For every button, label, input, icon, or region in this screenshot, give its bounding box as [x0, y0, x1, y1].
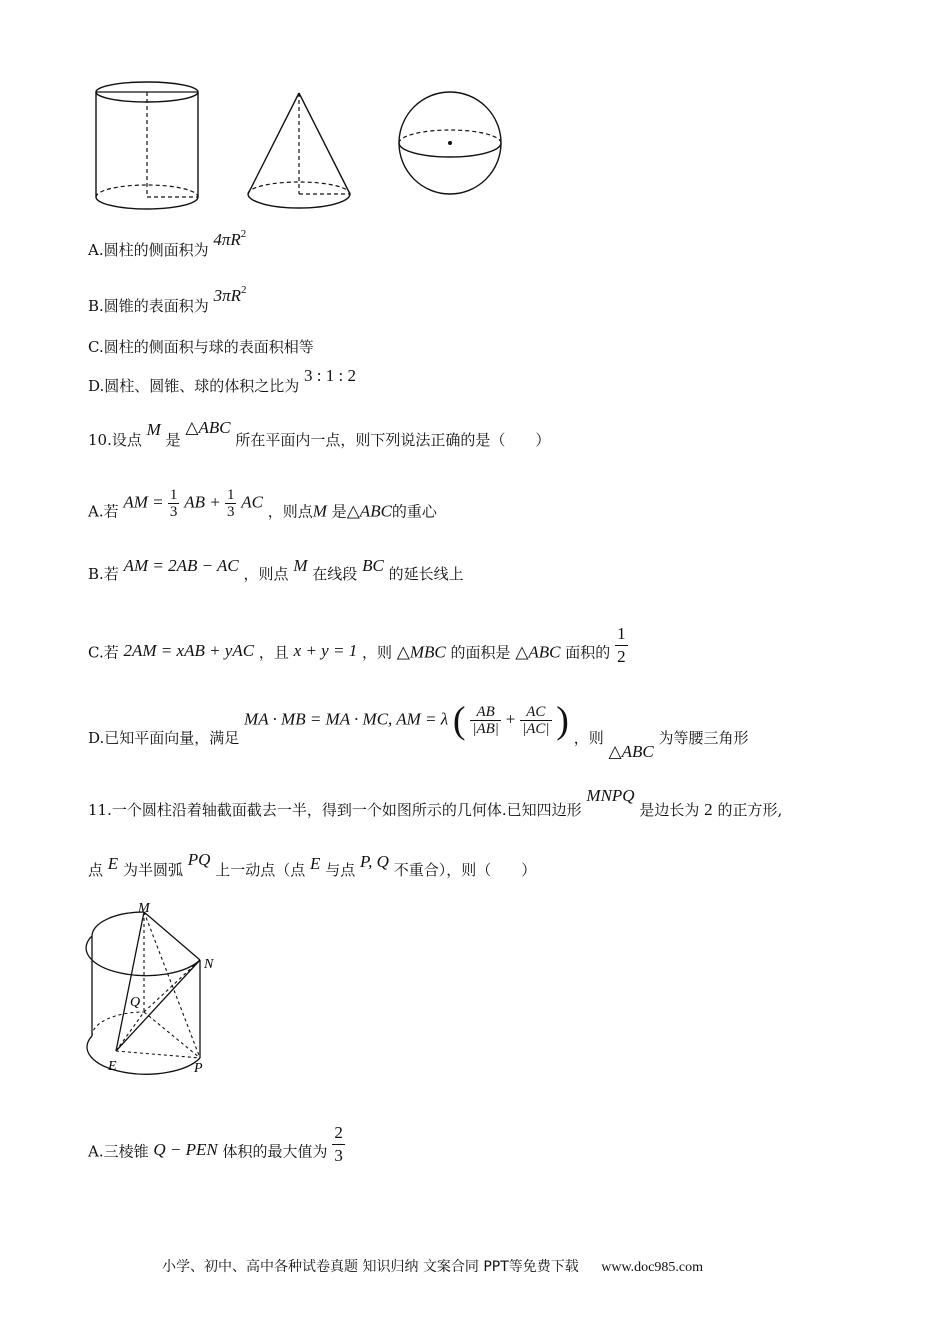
option-text: 为等腰三角形: [658, 728, 749, 747]
option-a-q11: [88, 1123, 345, 1175]
option-text: D.圆柱、圆锥、球的体积之比为: [88, 377, 300, 395]
math-triangle: △ABC: [608, 741, 654, 761]
math-triangle: △ABC: [515, 642, 561, 662]
question-11-stem: [88, 786, 783, 820]
label-n: N: [204, 957, 214, 972]
math-text: AC: [241, 492, 263, 512]
cylinder-figure: [90, 72, 205, 222]
fraction: $\frac{1}{2}$: [617, 624, 626, 666]
right-paren: ): [556, 699, 569, 742]
fraction: $\frac{1}{3}$: [169, 487, 178, 520]
option-text: 面积的: [565, 643, 611, 662]
math-text: AM = 2AB − AC: [123, 556, 239, 575]
label-e: E: [108, 1059, 117, 1074]
option-text: 体积的最大值为: [222, 1142, 328, 1161]
stem-text: 是: [165, 431, 181, 449]
stem-text: 是边长为: [639, 801, 700, 819]
math-triangle: △ABC: [185, 418, 231, 437]
option-text: ，则: [573, 728, 604, 747]
page-footer: [162, 1256, 703, 1276]
option-text: B.圆锥的表面积为: [88, 297, 209, 315]
label-q: Q: [130, 995, 141, 1010]
math-text: MA · MB = MA · MC, AM = λ: [244, 709, 449, 729]
question-10-stem: [88, 418, 551, 450]
option-text: D.已知平面向量，满足: [88, 728, 240, 747]
math-m: M: [293, 556, 308, 575]
option-text: ，且: [258, 643, 289, 662]
math-triangle: △ABC: [346, 501, 392, 521]
option-text: A.圆柱的侧面积为: [88, 241, 209, 259]
option-text: 的重心: [391, 502, 437, 521]
option-b-q10: [88, 556, 464, 584]
math-text: 2AM = xAB + yAC: [123, 640, 255, 660]
math-text: Q − PEN: [153, 1139, 218, 1159]
option-d-q9: [88, 366, 356, 396]
math-e: E: [310, 854, 321, 873]
option-text: 在线段: [312, 565, 358, 583]
footer-text: 小学、初中、高中各种试卷真题 知识归纳 文案合同 PPT等免费下载: [162, 1259, 579, 1275]
option-text: ，则点: [267, 502, 313, 521]
option-a-q9: [88, 228, 247, 260]
footer-url[interactable]: www.doc985.com: [601, 1260, 703, 1275]
option-math: 3πR: [213, 286, 241, 305]
option-a-q10: [88, 487, 437, 529]
stem-text: 10.设点: [88, 431, 142, 449]
math-text: P, Q: [359, 852, 389, 871]
option-d-q10: [88, 699, 749, 761]
option-math: 4πR: [213, 230, 241, 249]
fraction: $\frac{AB}{|AB|}$: [472, 704, 499, 737]
superscript: 2: [240, 284, 247, 296]
option-text: 的面积是: [450, 643, 511, 662]
stem-text: 11.一个圆柱沿着轴截面截去一半，得到一个如图所示的几何体.已知四边形: [88, 801, 582, 819]
fraction: $\frac{2}{3}$: [334, 1123, 343, 1165]
stem-text: 为半圆弧: [122, 861, 183, 879]
option-text: B.若: [88, 565, 119, 583]
sphere-figure: [396, 90, 506, 200]
option-text: C.圆柱的侧面积与球的表面积相等: [88, 338, 314, 356]
fraction: $\frac{AC}{|AC|}$: [522, 704, 550, 737]
stem-text: 点: [88, 861, 104, 879]
math-text: AB +: [184, 492, 225, 512]
stem-text: 所在平面内一点，则下列说法正确的是（ ）: [235, 431, 551, 449]
stem-text: 与点: [325, 861, 356, 879]
stem-text: 不重合），则（ ）: [393, 861, 537, 879]
math-m: M: [146, 420, 161, 439]
option-c-q9: [88, 337, 314, 357]
math-triangle: △MBC: [396, 642, 446, 662]
option-text: 是: [331, 502, 347, 521]
math-m: M: [312, 501, 327, 521]
math-text: BC: [362, 556, 384, 575]
option-text: A.若: [88, 502, 119, 521]
math-text: +: [505, 709, 516, 729]
stem-text: 的正方形,: [717, 801, 783, 819]
math-text: x + y = 1: [293, 640, 358, 660]
stem-text: 上一动点（点: [215, 861, 306, 879]
label-p: P: [194, 1061, 203, 1076]
label-m: M: [138, 901, 150, 916]
superscript: 2: [240, 228, 247, 240]
cone-figure: [244, 88, 354, 218]
fraction: $\frac{1}{3}$: [226, 487, 235, 520]
option-text: C.若: [88, 643, 119, 662]
option-b-q9: [88, 284, 247, 316]
math-arc: PQ: [187, 850, 211, 869]
option-text: ，则点: [243, 565, 289, 583]
option-text: ，则: [361, 643, 392, 662]
math-text: AM =: [123, 492, 168, 512]
option-math: 3 : 1 : 2: [304, 366, 356, 385]
math-number: 2: [704, 800, 713, 819]
question-11-line2: [88, 850, 537, 880]
option-text: 的延长线上: [388, 565, 464, 583]
half-cylinder-figure: [86, 898, 226, 1078]
math-quad: MNPQ: [586, 786, 635, 805]
math-e: E: [107, 854, 119, 873]
left-paren: (: [452, 699, 466, 742]
option-text: A.三棱锥: [88, 1142, 149, 1161]
option-c-q10: [88, 624, 628, 676]
